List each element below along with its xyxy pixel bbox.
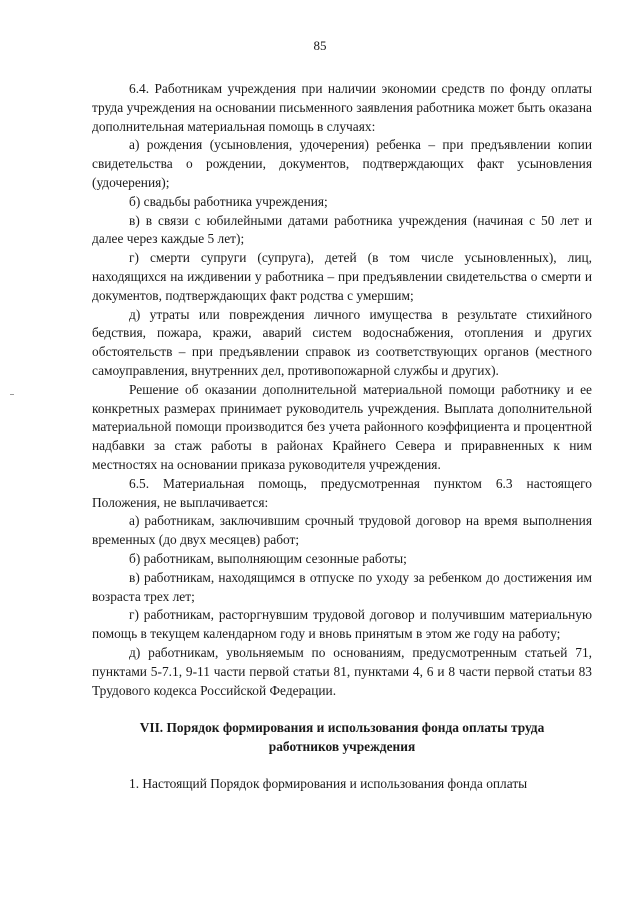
paragraph-6-4: 6.4. Работникам учреждения при наличии экономии средств по фонду оплаты труда учреждения на основании письменного заявления работника может быть оказана дополнительная материальная помощь в случаях: [92, 81, 592, 134]
list-item-a-fixed-term: а) работникам, заключившим срочный трудовой договор на время выполнения временных (до двух месяцев) работ; [92, 513, 592, 548]
margin-mark [10, 394, 14, 395]
list-item-v-parental-leave: в) работникам, находящимся в отпуске по уходу за ребенком до достижения им возраста трех лет; [92, 569, 592, 604]
list-item-g-death: г) смерти супруги (супруга), детей (в том числе усыновленных), лиц, находящихся на иждивении у работника – при предъявлении свидетельства о смерти и документов, подтверждающих факт родства с умершим; [92, 250, 592, 303]
section-first-paragraph: 1. Настоящий Порядок формирования и использования фонда оплаты [129, 775, 528, 791]
list-item-d-dismissed: д) работникам, увольняемым по основаниям, предусмотренным статьей 71, пунктами 5-7.1, 9-11 части первой статьи 81, пунктами 4, 6 и 8 части первой статьи 83 Трудового кодекса Российской Федерации. [92, 644, 592, 698]
paragraph-6-5: 6.5. Материальная помощь, предусмотренная пунктом 6.3 настоящего Положения, не выплачивается: [92, 475, 592, 510]
list-item-g-rehired: г) работникам, расторгнувшим трудовой договор и получившим материальную помощь в текущем календарном году и вновь принятым в этом же году на работу; [92, 607, 592, 642]
page-number: 85 [313, 38, 327, 53]
list-item-v-anniversary: в) в связи с юбилейными датами работника учреждения (начиная с 50 лет и далее через каждые 5 лет); [92, 212, 592, 247]
document-body [92, 80, 592, 794]
section-heading: VII. Порядок формирования и использования фонда оплаты труда работников учреждения [139, 720, 545, 755]
list-item-b-wedding: б) свадьбы работника учреждения; [129, 193, 328, 209]
list-item-a-birth: а) рождения (усыновления, удочерения) ребенка – при предъявлении копии свидетельства о рождении, документов, подтверждающих факт усыновления (удочерения); [92, 137, 592, 190]
paragraph-decision: Решение об оказании дополнительной материальной помощи работнику и ее конкретных размерах принимает руководитель учреждения. Выплата дополнительной материальной помощи производится без учета районного коэффициента и процентной надбавки за стаж работы в районах Крайнего Севера и приравненных к ним местностях на основании приказа руководителя учреждения. [92, 381, 592, 472]
list-item-b-seasonal: б) работникам, выполняющим сезонные работы; [129, 550, 407, 566]
list-item-d-property-loss: д) утраты или повреждения личного имущества в результате стихийного бедствия, пожара, кражи, аварий систем водоснабжения, отопления и других обстоятельств – при предъявлении справок из соответствующих органов (местного самоуправления, внутренних дел, противопожарной службы и других). [92, 306, 592, 378]
